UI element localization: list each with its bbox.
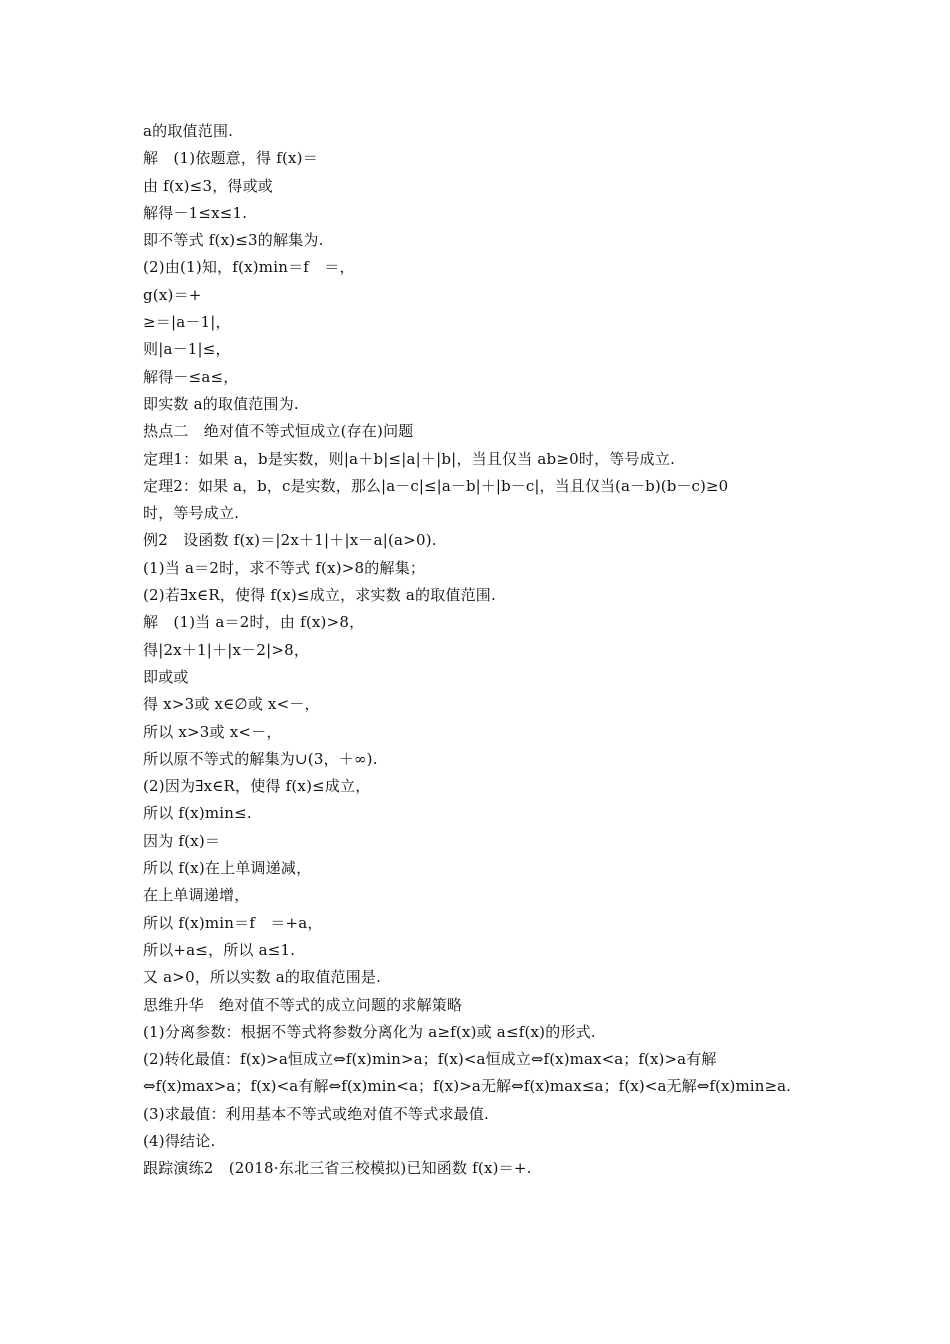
text-line: 得 x>3或 x∈∅或 x<－，	[143, 695, 320, 714]
text-line: 则|a－1|≤，	[143, 340, 231, 359]
exercise-heading: 跟踪演练2 (2018·东北三省三校模拟)已知函数 f(x)＝+.	[143, 1159, 532, 1178]
text-line: 解 (1)依题意，得 f(x)＝	[143, 149, 318, 168]
text-line: (2)若∃x∈R，使得 f(x)≤成立，求实数 a的取值范围.	[143, 586, 496, 605]
text-line: 因为 f(x)＝	[143, 831, 221, 850]
summary-heading: 思维升华 绝对值不等式的成立问题的求解策略	[143, 995, 463, 1014]
text-line: 所以+a≤，所以 a≤1.	[143, 940, 296, 959]
text-line: 所以 x>3或 x<－，	[143, 722, 282, 741]
text-line: 时，等号成立.	[143, 504, 240, 523]
text-line: 即实数 a的取值范围为.	[143, 394, 299, 413]
text-line: 解 (1)当 a＝2时，由 f(x)>8，	[143, 613, 365, 632]
text-line: (2)因为∃x∈R，使得 f(x)≤成立，	[143, 777, 371, 796]
text-line: a的取值范围.	[143, 122, 234, 140]
text-line: 所以 f(x)在上单调递减，	[143, 859, 312, 878]
text-line: 得|2x＋1|＋|x－2|>8，	[143, 640, 310, 659]
text-line: 又 a>0，所以实数 a的取值范围是.	[143, 968, 382, 987]
text-line: 即或或	[143, 667, 189, 686]
example-heading: 例2 设函数 f(x)＝|2x＋1|＋|x－a|(a>0).	[143, 531, 437, 550]
theorem-1: 定理1：如果 a，b是实数，则|a＋b|≤|a|＋|b|，当且仅当 ab≥0时，等号成立.	[143, 449, 676, 468]
text-line: (1)分离参数：根据不等式将参数分离化为 a≥f(x)或 a≤f(x)的形式.	[143, 1022, 596, 1041]
text-line: (1)当 a＝2时，求不等式 f(x)>8的解集；	[143, 558, 426, 577]
text-line: (2)由(1)知，f(x)min＝f ＝，	[143, 258, 355, 277]
text-line: 解得－≤a≤，	[143, 367, 239, 386]
text-line: 所以 f(x)min＝f ＝+a，	[143, 913, 323, 932]
text-line: 所以原不等式的解集为∪(3，＋∞).	[143, 749, 378, 768]
text-line: (4)得结论.	[143, 1131, 216, 1150]
text-line: 所以 f(x)min≤.	[143, 804, 252, 823]
text-line: 解得－1≤x≤1.	[143, 203, 248, 222]
text-line: ≥＝|a－1|，	[143, 313, 231, 332]
theorem-2: 定理2：如果 a，b，c是实数，那么|a－c|≤|a－b|＋|b－c|，当且仅当(a－b)(b－c)≥0	[143, 476, 729, 495]
text-line: 即不等式 f(x)≤3的解集为.	[143, 231, 324, 250]
text-line: g(x)＝+	[143, 285, 202, 304]
text-line: (2)转化最值：f(x)>a恒成立⇔f(x)min>a；f(x)<a恒成立⇔f(x)max<a；f(x)>a有解	[143, 1050, 717, 1069]
text-line: ⇔f(x)max>a；f(x)<a有解⇔f(x)min<a；f(x)>a无解⇔f(x)max≤a；f(x)<a无解⇔f(x)min≥a.	[143, 1077, 792, 1096]
section-heading: 热点二 绝对值不等式恒成立(存在)问题	[143, 422, 414, 441]
document-body	[143, 118, 818, 1183]
text-line: 由 f(x)≤3，得或或	[143, 176, 273, 195]
text-line: 在上单调递增，	[143, 886, 250, 905]
text-line: (3)求最值：利用基本不等式或绝对值不等式求最值.	[143, 1104, 490, 1123]
